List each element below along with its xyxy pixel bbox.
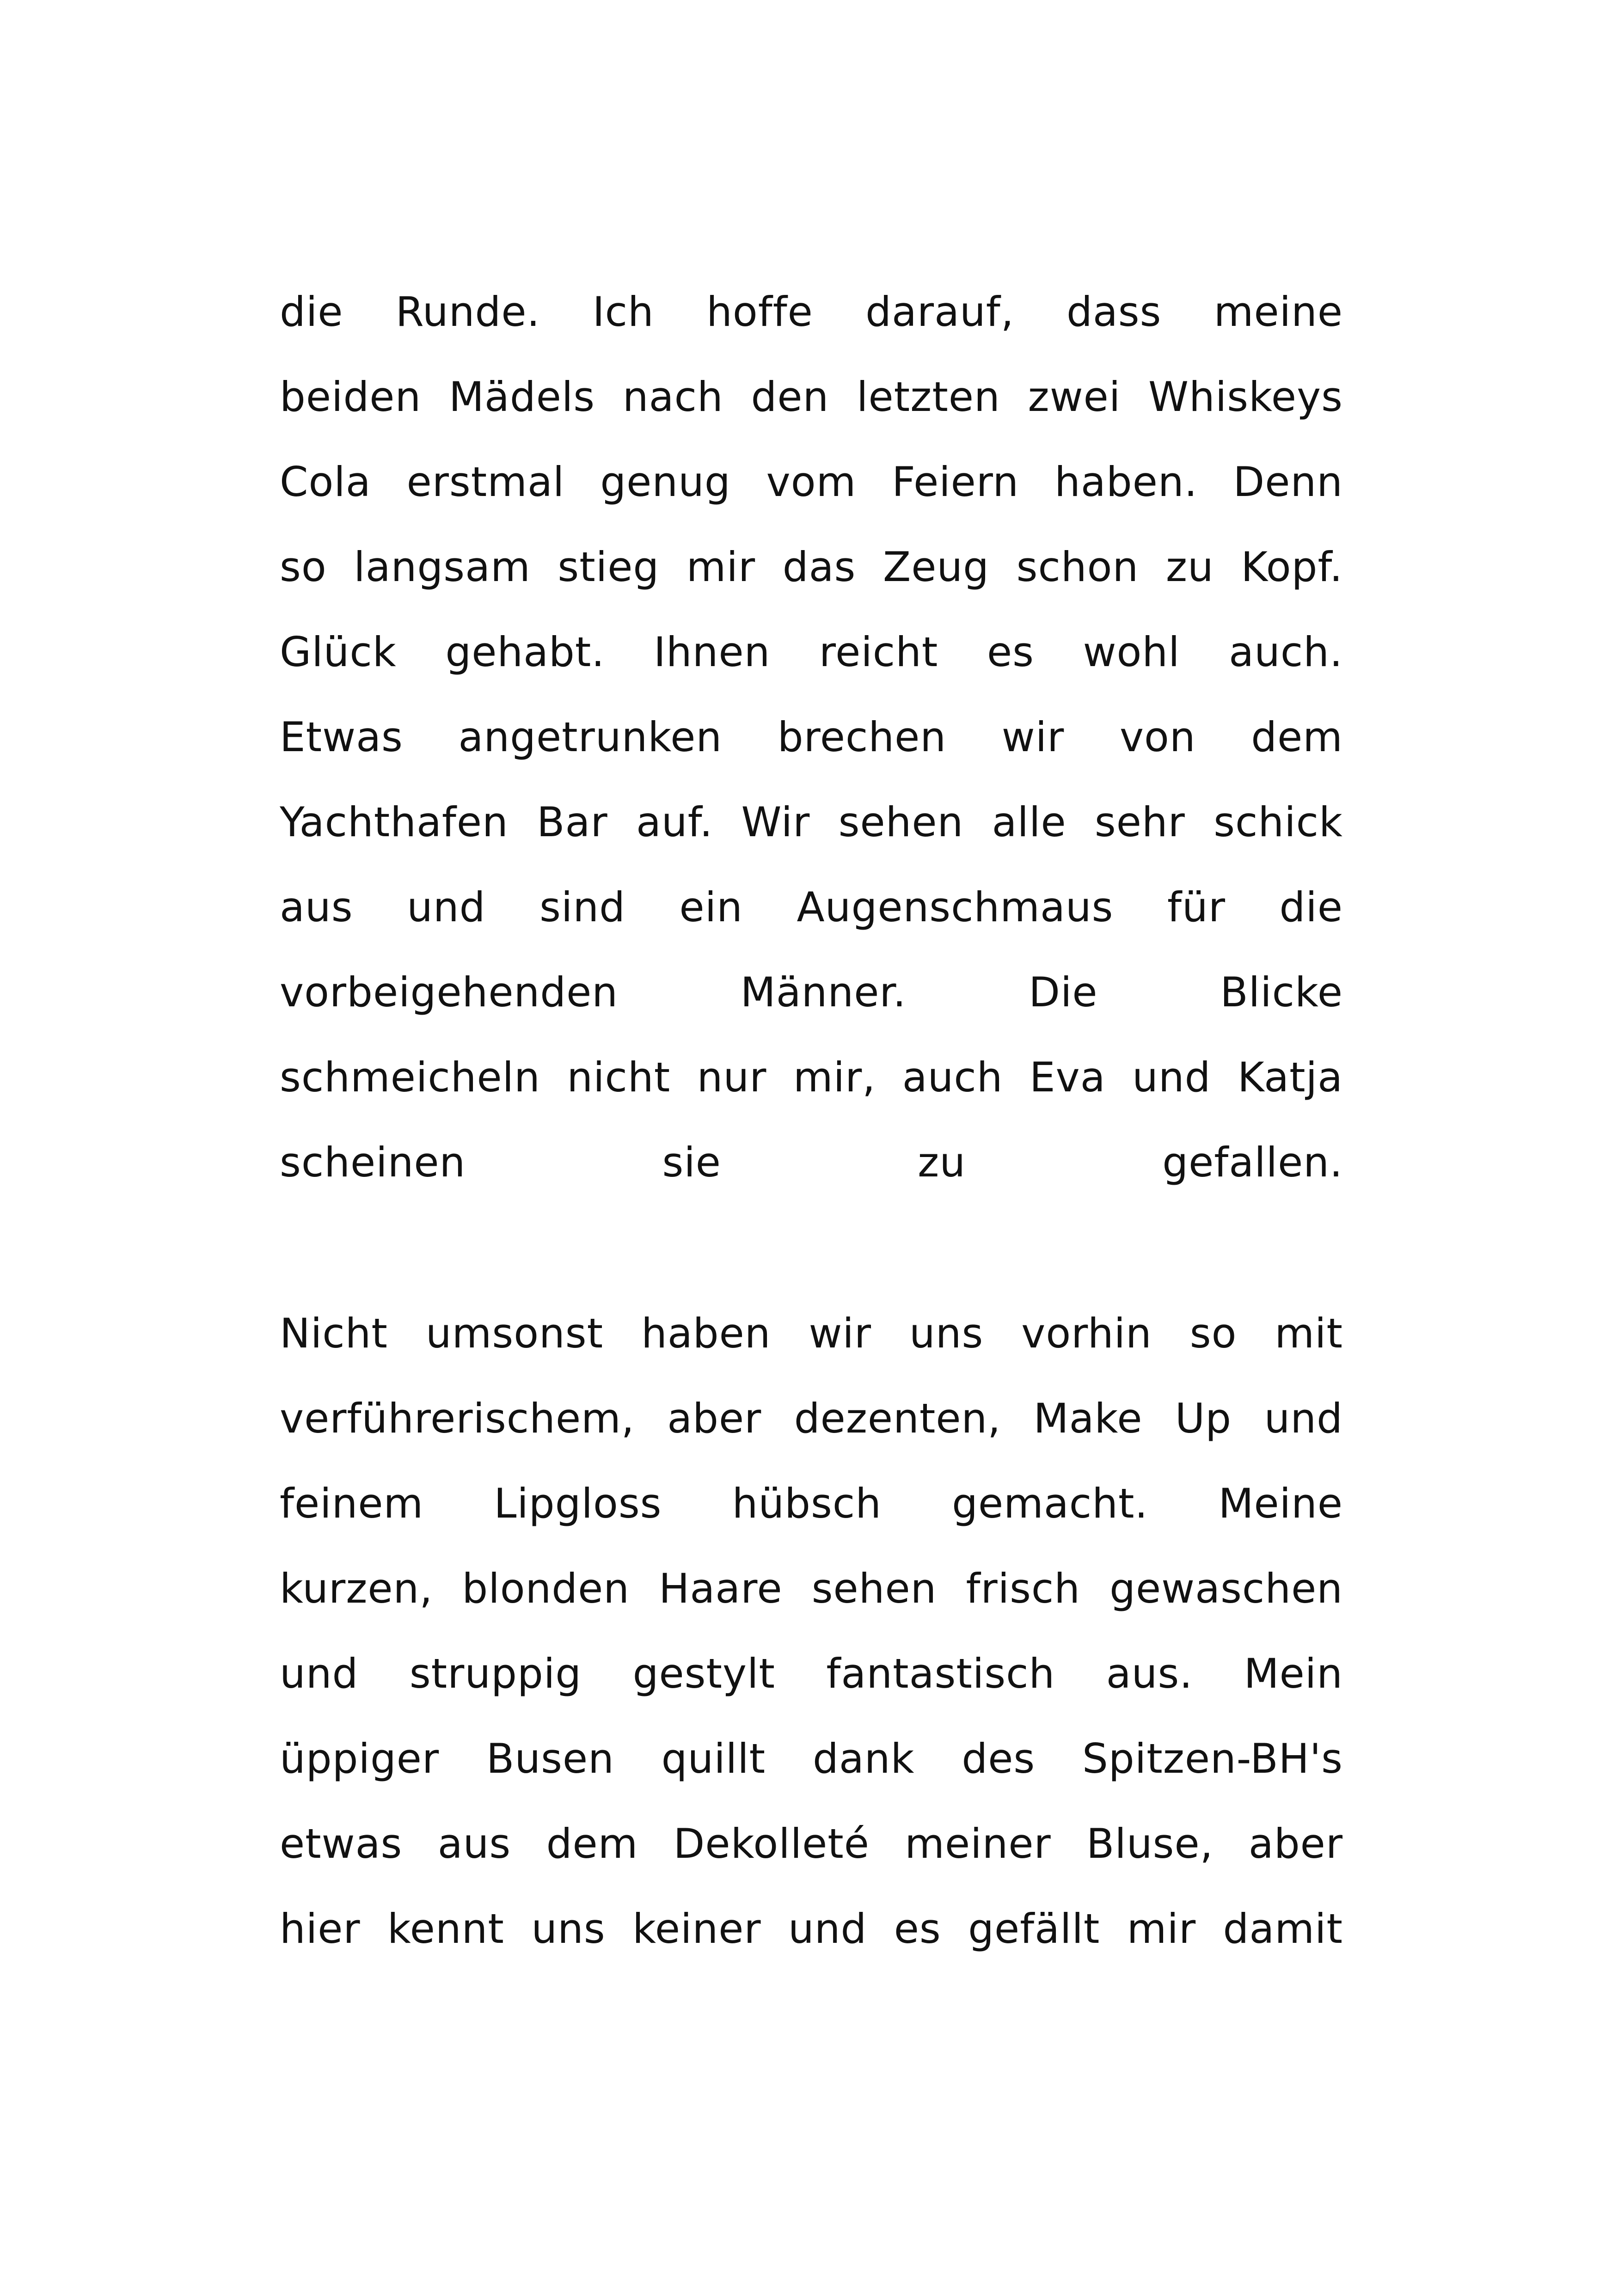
text-line: üppiger Busen quillt dank des Spitzen-BH's (280, 1735, 1343, 1782)
text-line: aus und sind ein Augenschmaus für die (280, 883, 1343, 931)
text-line: hier kennt uns keiner und es gefällt mir damit (280, 1905, 1343, 1953)
text-line: kurzen, blonden Haare sehen frisch gewaschen (280, 1565, 1343, 1612)
text-line: Nicht umsonst haben wir uns vorhin so mit (280, 1310, 1343, 1357)
paragraph-2 (280, 1310, 1343, 1991)
text-line: beiden Mädels nach den letzten zwei Whiskeys (280, 373, 1343, 421)
text-line: feinem Lipgloss hübsch gemacht. Meine (280, 1480, 1343, 1527)
paragraph-1 (280, 289, 1343, 1225)
text-line: scheinen sie zu gefallen. (280, 1139, 1343, 1186)
text-line: Yachthafen Bar auf. Wir sehen alle sehr schick (280, 798, 1343, 846)
text-line: Cola erstmal genug vom Feiern haben. Denn (280, 458, 1343, 506)
text-line: vorbeigehenden Männer. Die Blicke (280, 968, 1343, 1016)
text-line: so langsam stieg mir das Zeug schon zu Kopf. (280, 543, 1343, 591)
text-line: verführerischem, aber dezenten, Make Up und (280, 1395, 1343, 1442)
text-line: und struppig gestylt fantastisch aus. Mein (280, 1650, 1343, 1697)
text-line: etwas aus dem Dekolleté meiner Bluse, aber (280, 1820, 1343, 1867)
text-line: Etwas angetrunken brechen wir von dem (280, 713, 1343, 761)
text-line: Glück gehabt. Ihnen reicht es wohl auch. (280, 628, 1343, 676)
text-line: die Runde. Ich hoffe darauf, dass meine (280, 288, 1343, 336)
text-line: schmeicheln nicht nur mir, auch Eva und Katja (280, 1053, 1343, 1101)
